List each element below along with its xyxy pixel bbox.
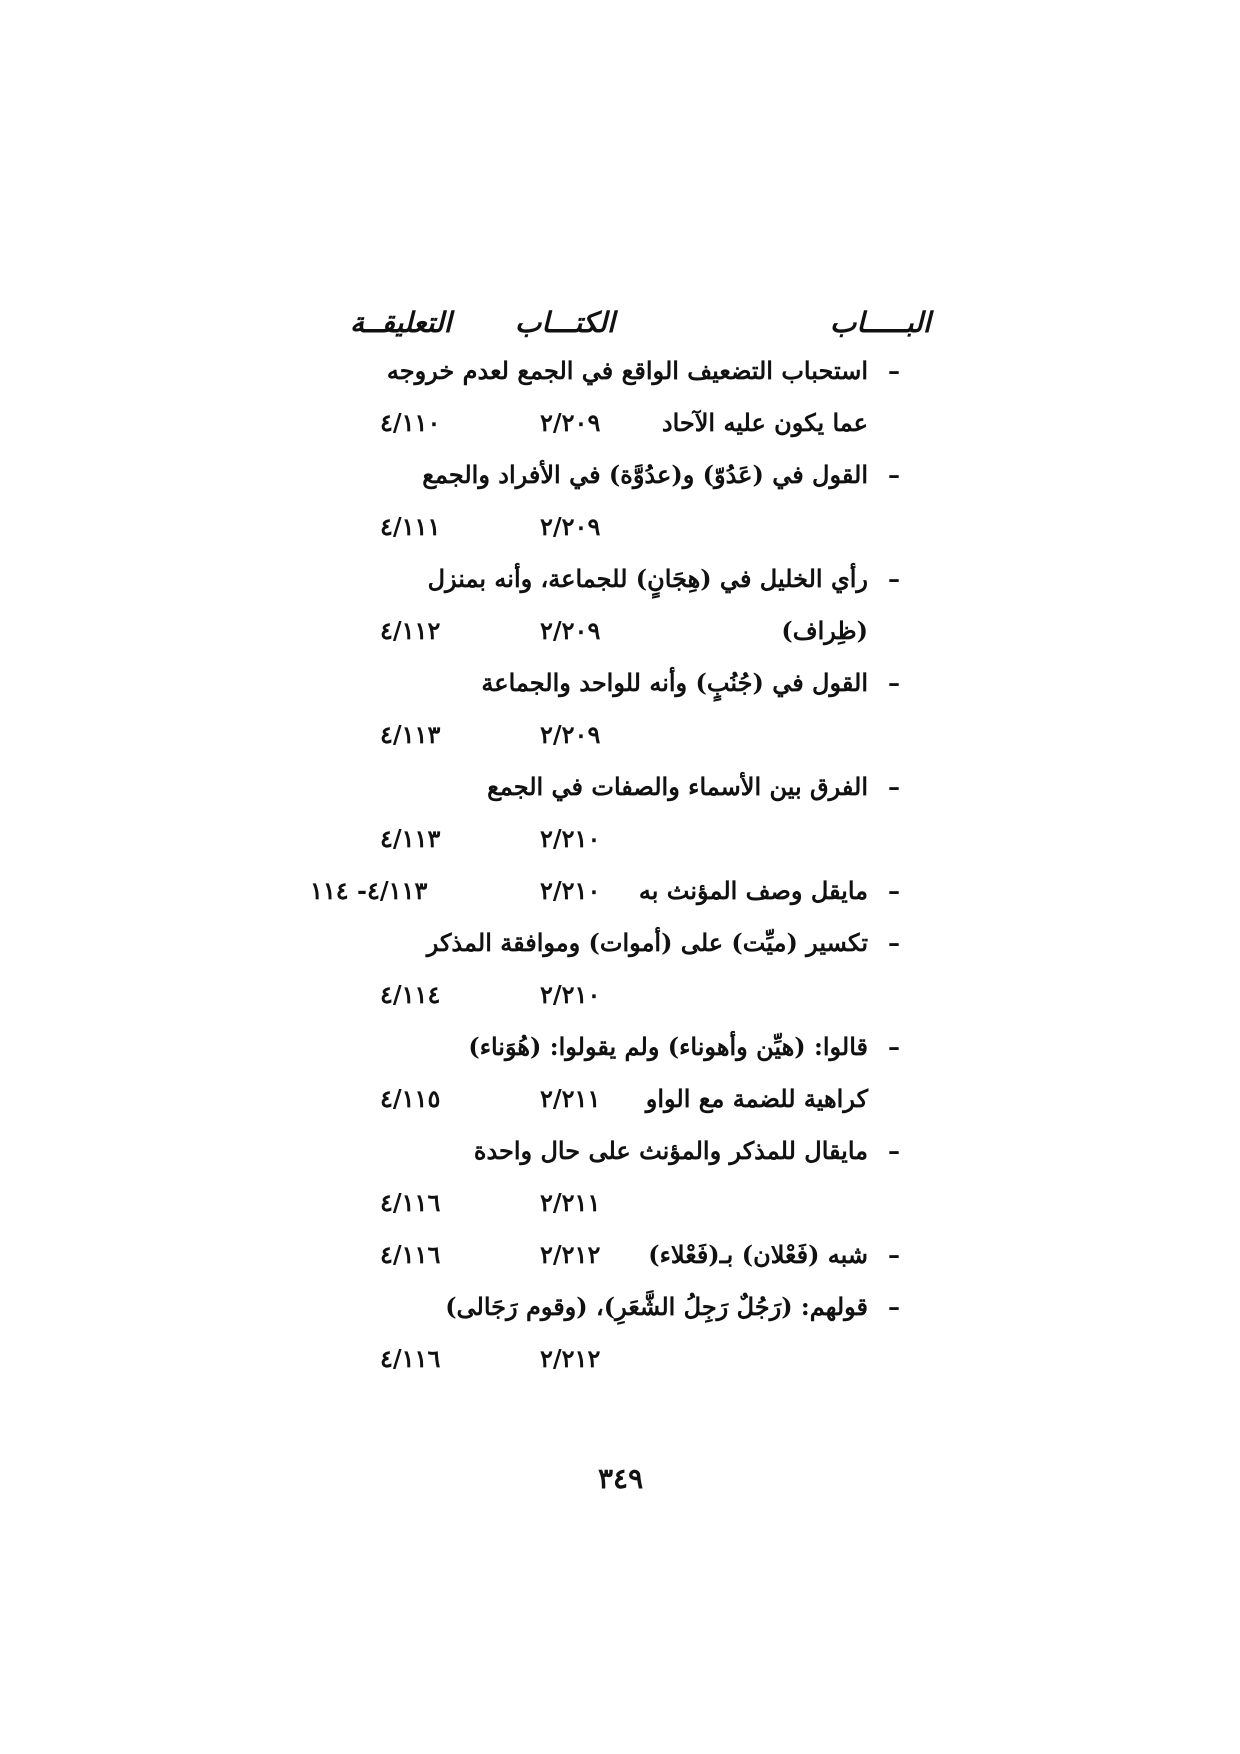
book-ref: ٢/٢١١ — [540, 1084, 601, 1113]
book-ref: ٢/٢٠٩ — [540, 720, 601, 749]
header-chapter: البـــــاب — [830, 306, 931, 339]
entry-dash: – — [888, 928, 900, 957]
entry-line: القول في (جُنُبٍ) وأنه للواحد والجماعة — [481, 668, 868, 697]
entry-dash: – — [888, 876, 900, 905]
commentary-ref: ٤/١١٦ — [380, 1188, 441, 1217]
entry-line: مايقال للمذكر والمؤنث على حال واحدة — [473, 1136, 868, 1165]
book-ref: ٢/٢٠٩ — [540, 512, 601, 541]
entry-line: (ظِراف) — [781, 616, 868, 645]
page-number: ٣٤٩ — [598, 1462, 644, 1495]
commentary-ref: ٤/١١٣- ١١٤ — [310, 876, 428, 905]
entry-line: قالوا: (هيِّن وأهوناء) ولم يقولوا: (هُوَناء) — [468, 1032, 868, 1061]
commentary-ref: ٤/١١٤ — [380, 980, 441, 1009]
commentary-ref: ٤/١١٦ — [380, 1240, 441, 1269]
book-ref: ٢/٢١٠ — [540, 876, 601, 905]
commentary-ref: ٤/١١٠ — [380, 408, 441, 437]
commentary-ref: ٤/١١٥ — [380, 1084, 441, 1113]
entry-dash: – — [888, 1240, 900, 1269]
entry-line: تكسير (ميِّت) على (أموات) وموافقة المذكر — [426, 928, 868, 957]
commentary-ref: ٤/١١٢ — [380, 616, 441, 645]
entry-line: استحباب التضعيف الواقع في الجمع لعدم خروجه — [386, 356, 868, 385]
book-ref: ٢/٢١٠ — [540, 824, 601, 853]
entry-line: القول في (عَدُوّ) و(عدُوَّة) في الأفراد والجمع — [422, 460, 868, 489]
book-ref: ٢/٢١٢ — [540, 1344, 601, 1373]
entry-dash: – — [888, 772, 900, 801]
entry-line: قولهم: (رَجُلٌ رَجِلُ الشَّعَرِ)، (وقوم رَجَالى) — [445, 1292, 868, 1321]
entry-dash: – — [888, 356, 900, 385]
book-ref: ٢/٢١٢ — [540, 1240, 601, 1269]
entry-line: مايقل وصف المؤنث به — [638, 876, 868, 905]
commentary-ref: ٤/١١٦ — [380, 1344, 441, 1373]
entry-dash: – — [888, 564, 900, 593]
entry-line: كراهية للضمة مع الواو — [645, 1084, 868, 1113]
book-ref: ٢/٢٠٩ — [540, 616, 601, 645]
header-book: الكتـــاب — [515, 306, 615, 339]
book-ref: ٢/٢١٠ — [540, 980, 601, 1009]
entry-line: عما يكون عليه الآحاد — [661, 408, 868, 437]
entry-dash: – — [888, 668, 900, 697]
entry-dash: – — [888, 1136, 900, 1165]
header-commentary: التعليقــة — [350, 306, 452, 339]
entry-line: الفرق بين الأسماء والصفات في الجمع — [487, 772, 868, 801]
commentary-ref: ٤/١١٣ — [380, 824, 441, 853]
book-ref: ٢/٢٠٩ — [540, 408, 601, 437]
entry-line: رأي الخليل في (هِجَانٍ) للجماعة، وأنه بمنزل — [427, 564, 868, 593]
entry-dash: – — [888, 460, 900, 489]
entry-dash: – — [888, 1292, 900, 1321]
entry-line: شبه (فَعْلان) بـ(فَعْلاء) — [648, 1240, 868, 1269]
commentary-ref: ٤/١١١ — [380, 512, 441, 541]
entry-dash: – — [888, 1032, 900, 1061]
commentary-ref: ٤/١١٣ — [380, 720, 441, 749]
book-ref: ٢/٢١١ — [540, 1188, 601, 1217]
